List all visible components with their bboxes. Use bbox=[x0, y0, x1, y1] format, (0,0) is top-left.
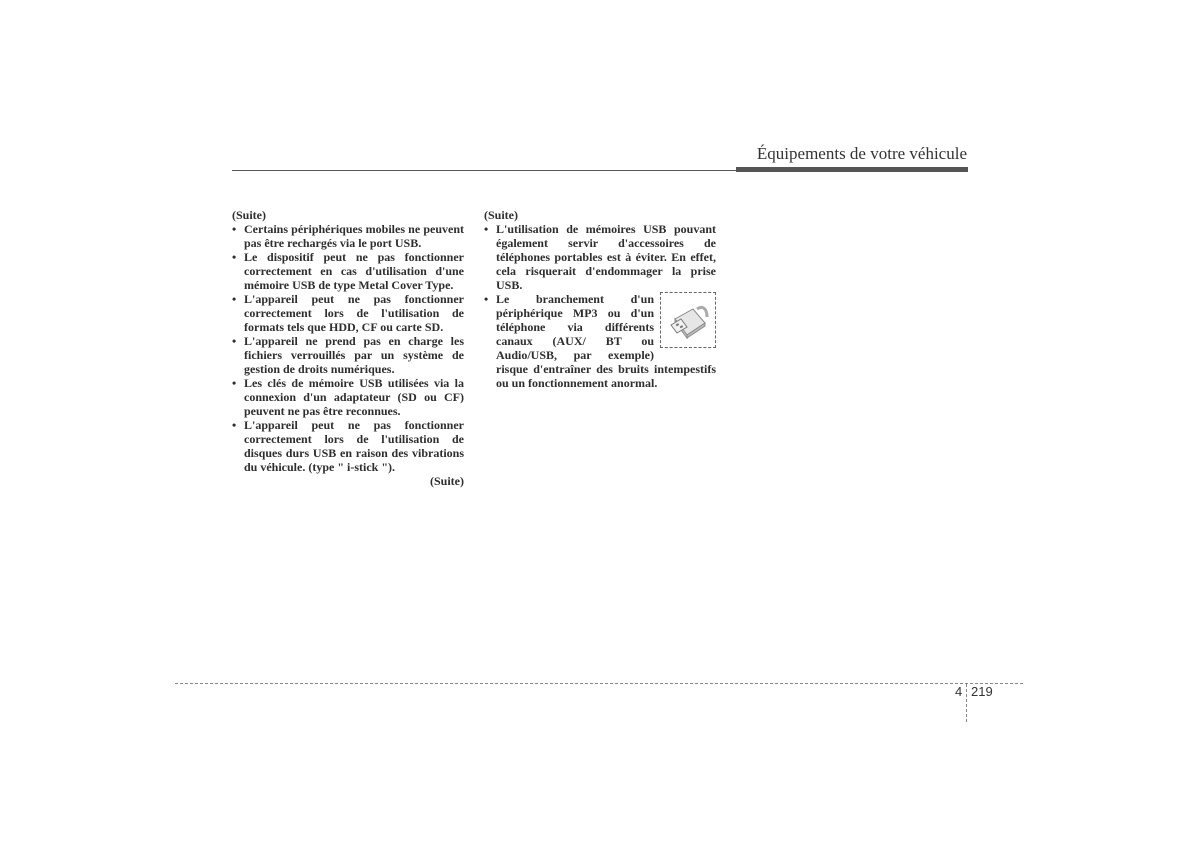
list-item: • L'appareil peut ne pas fonctionner correctement lors de l'utilisation de formats tels que HDD, CF ou carte SD. bbox=[232, 292, 464, 334]
suite-end-label: (Suite) bbox=[430, 474, 464, 488]
suite-start-label: (Suite) bbox=[484, 208, 518, 222]
suite-start-label: (Suite) bbox=[232, 208, 266, 222]
page-number: 219 bbox=[971, 684, 993, 699]
right-bullet-list bbox=[484, 222, 716, 390]
left-column bbox=[232, 208, 464, 488]
list-item: • Les clés de mémoire USB utilisées via la connexion d'un adaptateur (SD ou CF) peuvent ne pas être reconnues. bbox=[232, 376, 464, 418]
chapter-number: 4 bbox=[955, 684, 963, 699]
list-item: • L'appareil ne prend pas en charge les fichiers verrouillés par un système de gestion de droits numériques. bbox=[232, 334, 464, 376]
list-item-text: Le branchement d'un périphérique MP3 ou d'un téléphone via différents canaux (AUX/ BT ou Audio/USB, par exemple) risque d'entraîner des bruits intempestifs ou un fonctionnement anormal. bbox=[496, 292, 716, 390]
page-header-title: Équipements de votre véhicule bbox=[756, 144, 967, 163]
footer-divider bbox=[966, 684, 967, 722]
left-bullet-list bbox=[232, 222, 464, 474]
usb-stick-figure bbox=[660, 292, 716, 348]
header-rule-accent bbox=[736, 167, 968, 172]
list-item: • L'utilisation de mémoires USB pouvant également servir d'accessoires de téléphones portables est à éviter. En effet, cela risquerait d'endommager la prise USB. bbox=[484, 222, 716, 292]
right-column bbox=[484, 208, 716, 390]
footer-rule bbox=[175, 683, 1023, 684]
list-item: • Le dispositif peut ne pas fonctionner correctement en cas d'utilisation d'une mémoire USB de type Metal Cover Type. bbox=[232, 250, 464, 292]
usb-stick-icon bbox=[663, 295, 713, 345]
list-item: • Certains périphériques mobiles ne peuvent pas être rechargés via le port USB. bbox=[232, 222, 464, 250]
list-item: • L'appareil peut ne pas fonctionner correctement lors de l'utilisation de disques durs USB en raison des vibrations du véhicule. (type " i-stick "). bbox=[232, 418, 464, 474]
list-item-with-figure bbox=[484, 292, 716, 390]
